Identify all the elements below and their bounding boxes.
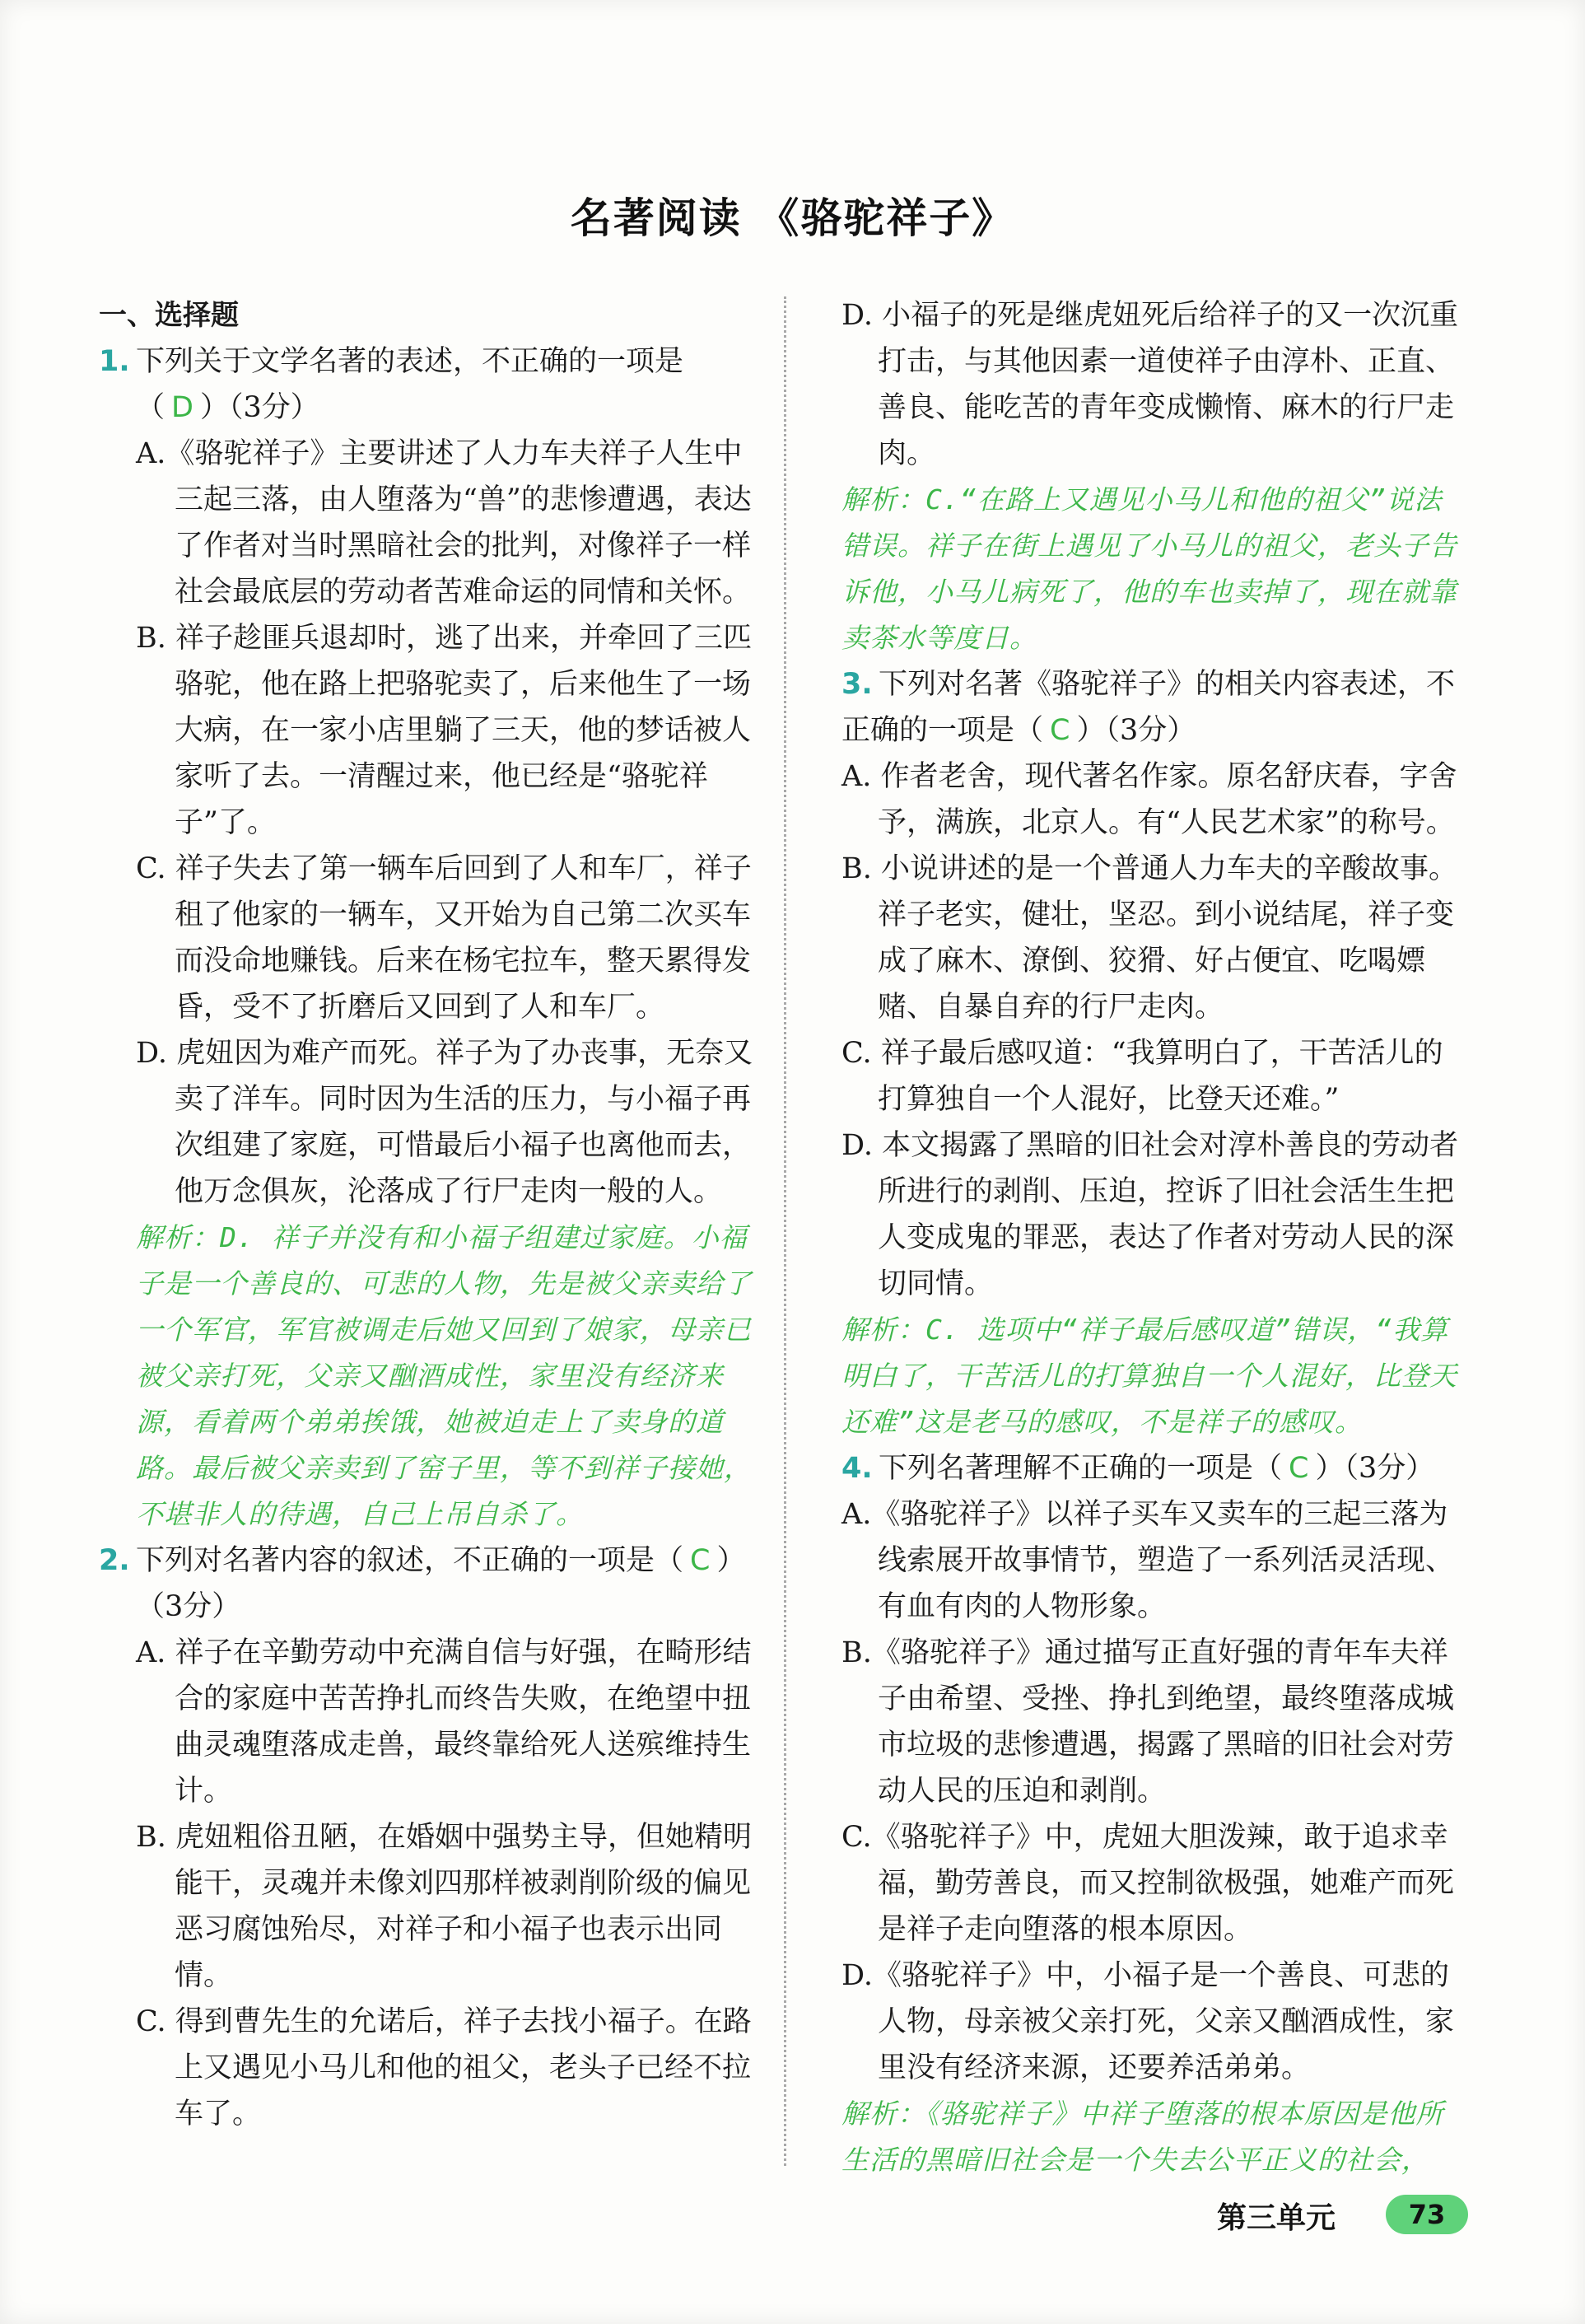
question-1-stem: 1. 下列关于文学名著的表述，不正确的一项是（ D ）（3分）: [99, 338, 758, 431]
question-2-stem: 2. 下列对名著内容的叙述，不正确的一项是（ C ）（3分）: [99, 1538, 758, 1630]
question-3-option-a: A. 作者老舍，现代著名作家。原名舒庆春，字舍予，满族，北京人。有“人民艺术家”的称号。: [841, 760, 1457, 839]
question-3-stem: 3. 下列对名著《骆驼祥子》的相关内容表述，不正确的一项是（ C ）（3分）: [838, 661, 1468, 754]
question-3-score: （3分）: [1105, 714, 1196, 747]
question-3-option-d: D. 本文揭露了黑暗的旧社会对淳朴善良的劳动者所进行的剥削、压迫，控诉了旧社会活生生把人变成鬼的罪恶，表达了作者对劳动人民的深切同情。: [841, 1129, 1459, 1300]
column-divider: [784, 296, 786, 2166]
question-1-answer: D: [171, 391, 193, 424]
question-4-option-a: A.《骆驼祥子》以祥子买车又卖车的三起三落为线索展开故事情节，塑造了一系列活灵活现、有血有肉的人物形象。: [841, 1498, 1455, 1623]
right-column: [838, 292, 1468, 2183]
section-heading: 一、选择题: [99, 299, 239, 332]
question-4: [838, 1445, 1468, 2183]
question-3-explanation: 解析：C. 选项中“祥子最后感叹道”错误，“我算明白了，干苦活儿的打算独自一个人混好，比登天还难”这是老马的感叹，不是祥子的感叹。: [841, 1314, 1457, 1438]
question-1-option-a: A.《骆驼祥子》主要讲述了人力车夫祥子人生中三起三落，由人堕落为“兽”的悲惨遭遇，表达了作者对当时黑暗社会的批判，对像祥子一样社会最底层的劳动者苦难命运的同情和关怀。: [136, 437, 752, 609]
question-4-explanation: 解析：《骆驼祥子》中祥子堕落的根本原因是他所生活的黑暗旧社会是一个失去公平正义的社会，: [841, 2098, 1444, 2176]
question-2-score: （3分）: [136, 1590, 241, 1623]
question-4-number: 4.: [841, 1452, 873, 1485]
question-3: [838, 661, 1468, 1445]
question-1-option-d: D. 虎妞因为难产而死。祥子为了办丧事，无奈又卖了洋车。同时因为生活的压力，与小福子再次组建了家庭，可惜最后小福子也离他而去，他万念俱灰，沦落成了行尸走肉一般的人。: [136, 1037, 753, 1208]
question-1-option-b: B. 祥子趁匪兵退却时，逃了出来，并牵回了三匹骆驼，他在路上把骆驼卖了，后来他生了一场大病，在一家小店里躺了三天，他的梦话被人家听了去。一清醒过来，他已经是“骆驼祥子”了。: [136, 622, 752, 839]
question-2-option-c: C. 得到曹先生的允诺后，祥子去找小福子。在路上又遇见小马儿和他的祖父，老头子已经不拉车了。: [136, 2005, 752, 2130]
question-4-score: （3分）: [1344, 1452, 1435, 1485]
question-3-number: 3.: [841, 668, 873, 701]
question-4-option-c: C.《骆驼祥子》中，虎妞大胆泼辣，敢于追求幸福，勤劳善良，而又控制欲极强，她难产而死是祥子走向堕落的根本原因。: [841, 1821, 1455, 1946]
question-3-option-b: B. 小说讲述的是一个普通人力车夫的辛酸故事。祥子老实，健壮，坚忍。到小说结尾，祥子变成了麻木、潦倒、狡猾、好占便宜、吃喝嫖赌、自暴自弃的行尸走肉。: [841, 852, 1457, 1024]
question-2-answer: C: [690, 1544, 711, 1577]
question-1-number: 1.: [99, 345, 130, 378]
left-column: [99, 292, 758, 2137]
question-4-option-d: D.《骆驼祥子》中，小福子是一个善良、可悲的人物，母亲被父亲打死，父亲又酗酒成性，家里没有经济来源，还要养活弟弟。: [841, 1959, 1455, 2084]
question-4-text: 下列名著理解不正确的一项是: [879, 1452, 1254, 1485]
question-2-explanation: 解析：C.“在路上又遇见小马儿和他的祖父”说法错误。祥子在街上遇见了小马儿的祖父，老头子告诉他，小马儿病死了，他的车也卖掉了，现在就靠卖茶水等度日。: [841, 483, 1457, 654]
question-3-option-c: C. 祥子最后感叹道：“我算明白了，干苦活儿的打算独自一个人混好，比登天还难。”: [841, 1037, 1443, 1116]
question-2: [99, 1538, 758, 2137]
question-1-explanation: 解析：D. 祥子并没有和小福子组建过家庭。小福子是一个善良的、可悲的人物，先是被父亲卖给了一个军官，军官被调走后她又回到了娘家，母亲已被父亲打死，父亲又酗酒成性，家里没有经济来源，看着两个弟弟挨饿，她被迫走上了卖身的道路。最后被父亲卖到了窑子里，等不到祥子接她，不堪非人的待遇，自己上吊自杀了。: [136, 1221, 752, 1530]
question-2-option-d: D. 小福子的死是继虎妞死后给祥子的又一次沉重打击，与其他因素一道使祥子由淳朴、正直、善良、能吃苦的青年变成懒惰、麻木的行尸走肉。: [841, 299, 1459, 470]
question-2-option-b: B. 虎妞粗俗丑陋，在婚姻中强势主导，但她精明能干，灵魂并未像刘四那样被剥削阶级的偏见恶习腐蚀殆尽，对祥子和小福子也表示出同情。: [136, 1821, 752, 1992]
question-1: [99, 338, 758, 1538]
question-1-text: 下列关于文学名著的表述，不正确的一项是: [136, 345, 684, 378]
question-3-text: 下列对名著《骆驼祥子》的相关内容表述，不正确的一项是: [841, 668, 1456, 747]
question-4-answer: C: [1289, 1452, 1309, 1485]
question-1-score: （3分）: [228, 391, 319, 424]
question-4-option-b: B.《骆驼祥子》通过描写正直好强的青年车夫祥子由希望、受挫、挣扎到绝望，最终堕落成城市垃圾的悲惨遭遇，揭露了黑暗的旧社会对劳动人民的压迫和剥削。: [841, 1636, 1455, 1808]
footer-unit-label: 第三单元: [1217, 2201, 1336, 2235]
page-title: 名著阅读 《骆驼祥子》: [570, 194, 1015, 242]
question-1-option-c: C. 祥子失去了第一辆车后回到了人和车厂，祥子租了他家的一辆车，又开始为自己第二次买车而没命地赚钱。后来在杨宅拉车，整天累得发昏，受不了折磨后又回到了人和车厂。: [136, 852, 752, 1024]
question-2-number: 2.: [99, 1544, 130, 1577]
page-number-badge: 73: [1386, 2195, 1468, 2234]
question-4-stem: 4. 下列名著理解不正确的一项是（ C ）（3分）: [838, 1445, 1468, 1491]
question-2-option-a: A. 祥子在辛勤劳动中充满自信与好强，在畸形结合的家庭中苦苦挣扎而终告失败，在绝望中扭曲灵魂堕落成走兽，最终靠给死人送殡维持生计。: [136, 1636, 752, 1808]
question-2-text: 下列对名著内容的叙述，不正确的一项是: [136, 1544, 655, 1577]
question-3-answer: C: [1050, 714, 1070, 747]
